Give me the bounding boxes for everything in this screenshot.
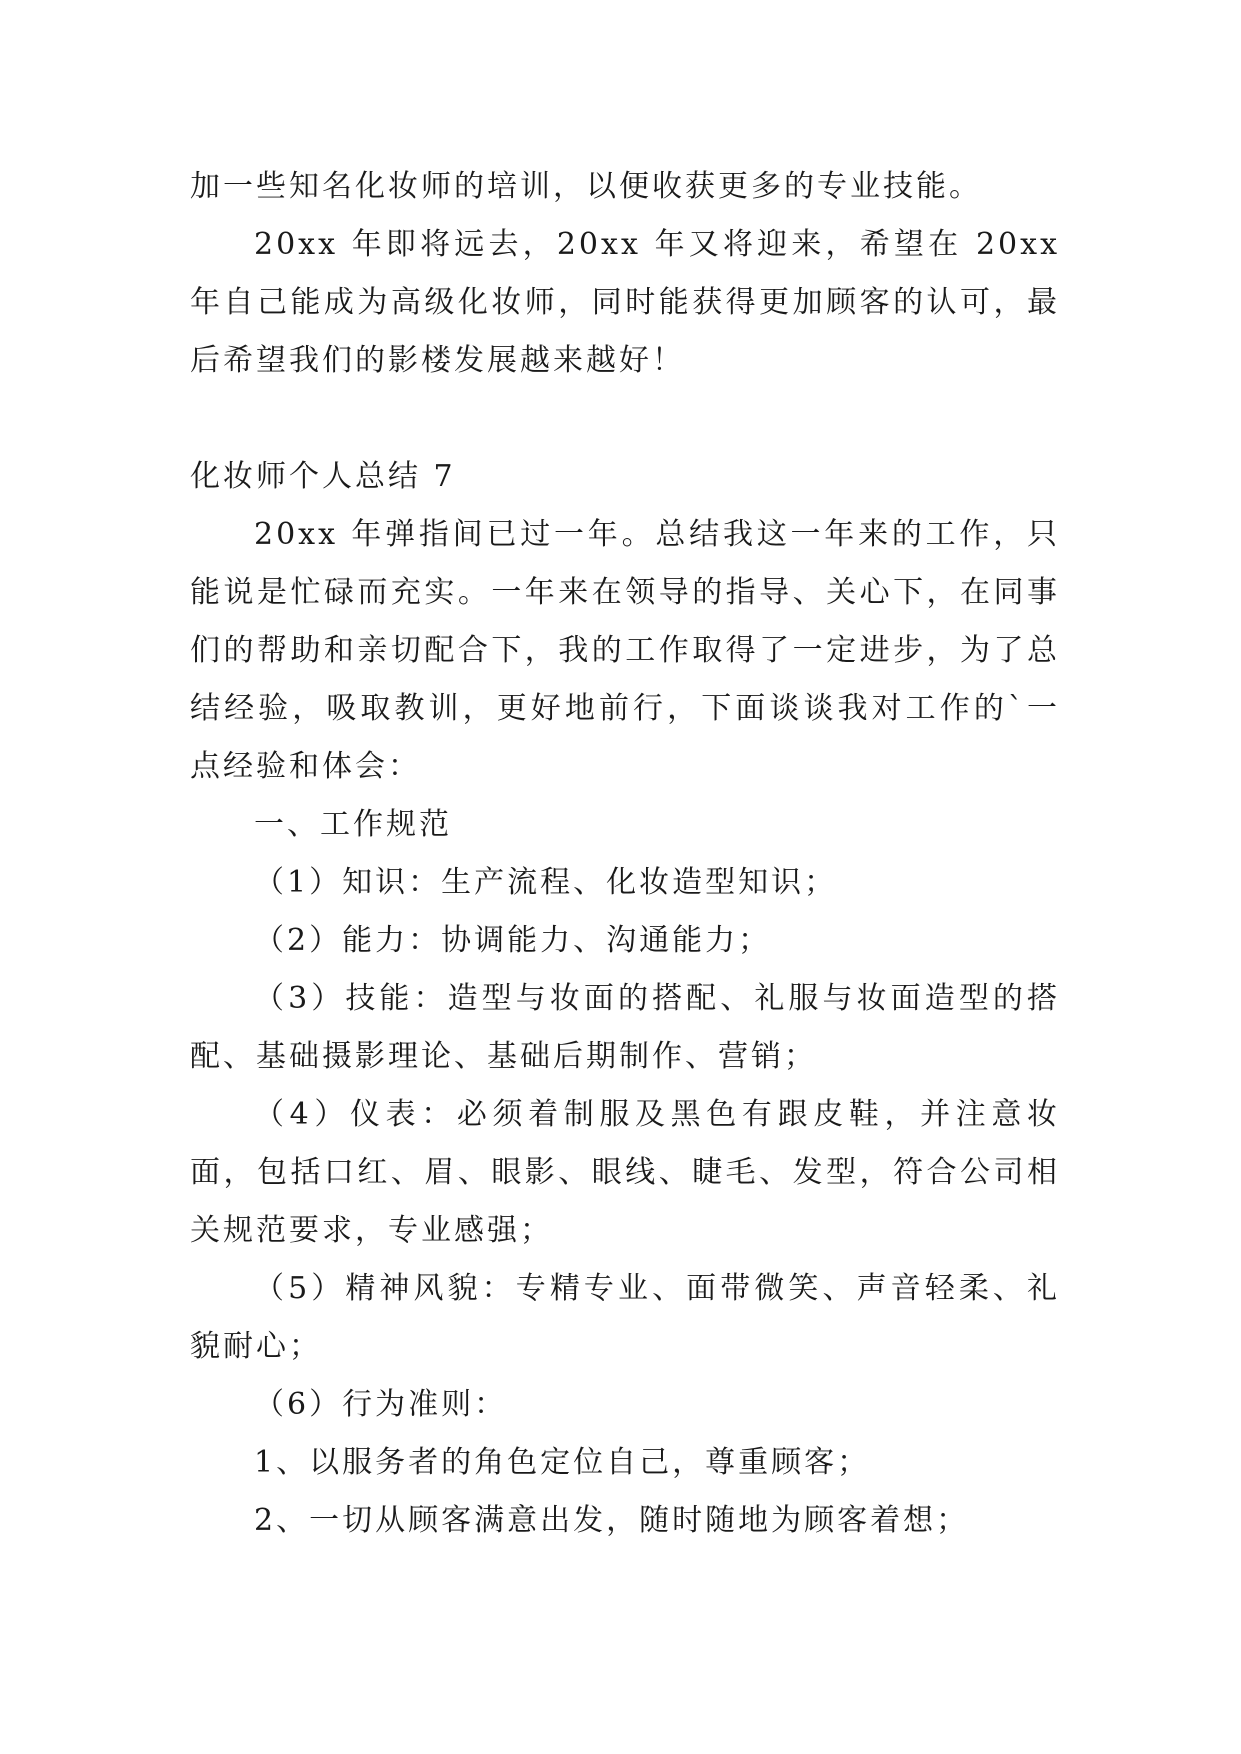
paragraph: 20xx 年即将远去，20xx 年又将迎来，希望在 20xx 年自己能成为高级化妆师，同时能获得更加顾客的认可，最后希望我们的影楼发展越来越好！ — [190, 227, 1060, 378]
list-item: （3）技能：造型与妆面的搭配、礼服与妆面造型的搭配、基础摄影理论、基础后期制作、营销； — [190, 981, 1060, 1074]
section-spacer — [190, 390, 1060, 448]
list-item: （6）行为准则： — [254, 1387, 508, 1422]
list-item: （1）知识：生产流程、化妆造型知识； — [254, 865, 838, 900]
paragraph: 20xx 年弹指间已过一年。总结我这一年来的工作，只能说是忙碌而充实。一年来在领导的指导、关心下，在同事们的帮助和亲切配合下，我的工作取得了一定进步，为了总结经验，吸取教训，更好地前行，下面谈谈我对工作的`一点经验和体会： — [190, 517, 1060, 784]
list-item: （4）仪表：必须着制服及黑色有跟皮鞋，并注意妆面，包括口红、眉、眼影、眼线、睫毛、发型，符合公司相关规范要求，专业感强； — [190, 1097, 1060, 1248]
list-item: （5）精神风貌：专精专业、面带微笑、声音轻柔、礼貌耐心； — [190, 1271, 1060, 1364]
list-item: 2、一切从顾客满意出发，随时随地为顾客着想； — [254, 1503, 970, 1538]
document-body — [190, 158, 1060, 1550]
section-title: 化妆师个人总结 7 — [190, 459, 456, 494]
list-item: （2）能力：协调能力、沟通能力； — [254, 923, 772, 958]
paragraph: 加一些知名化妆师的培训，以便收获更多的专业技能。 — [190, 169, 982, 204]
list-item: 1、以服务者的角色定位自己，尊重顾客； — [254, 1445, 871, 1480]
list-heading: 一、工作规范 — [254, 807, 452, 842]
